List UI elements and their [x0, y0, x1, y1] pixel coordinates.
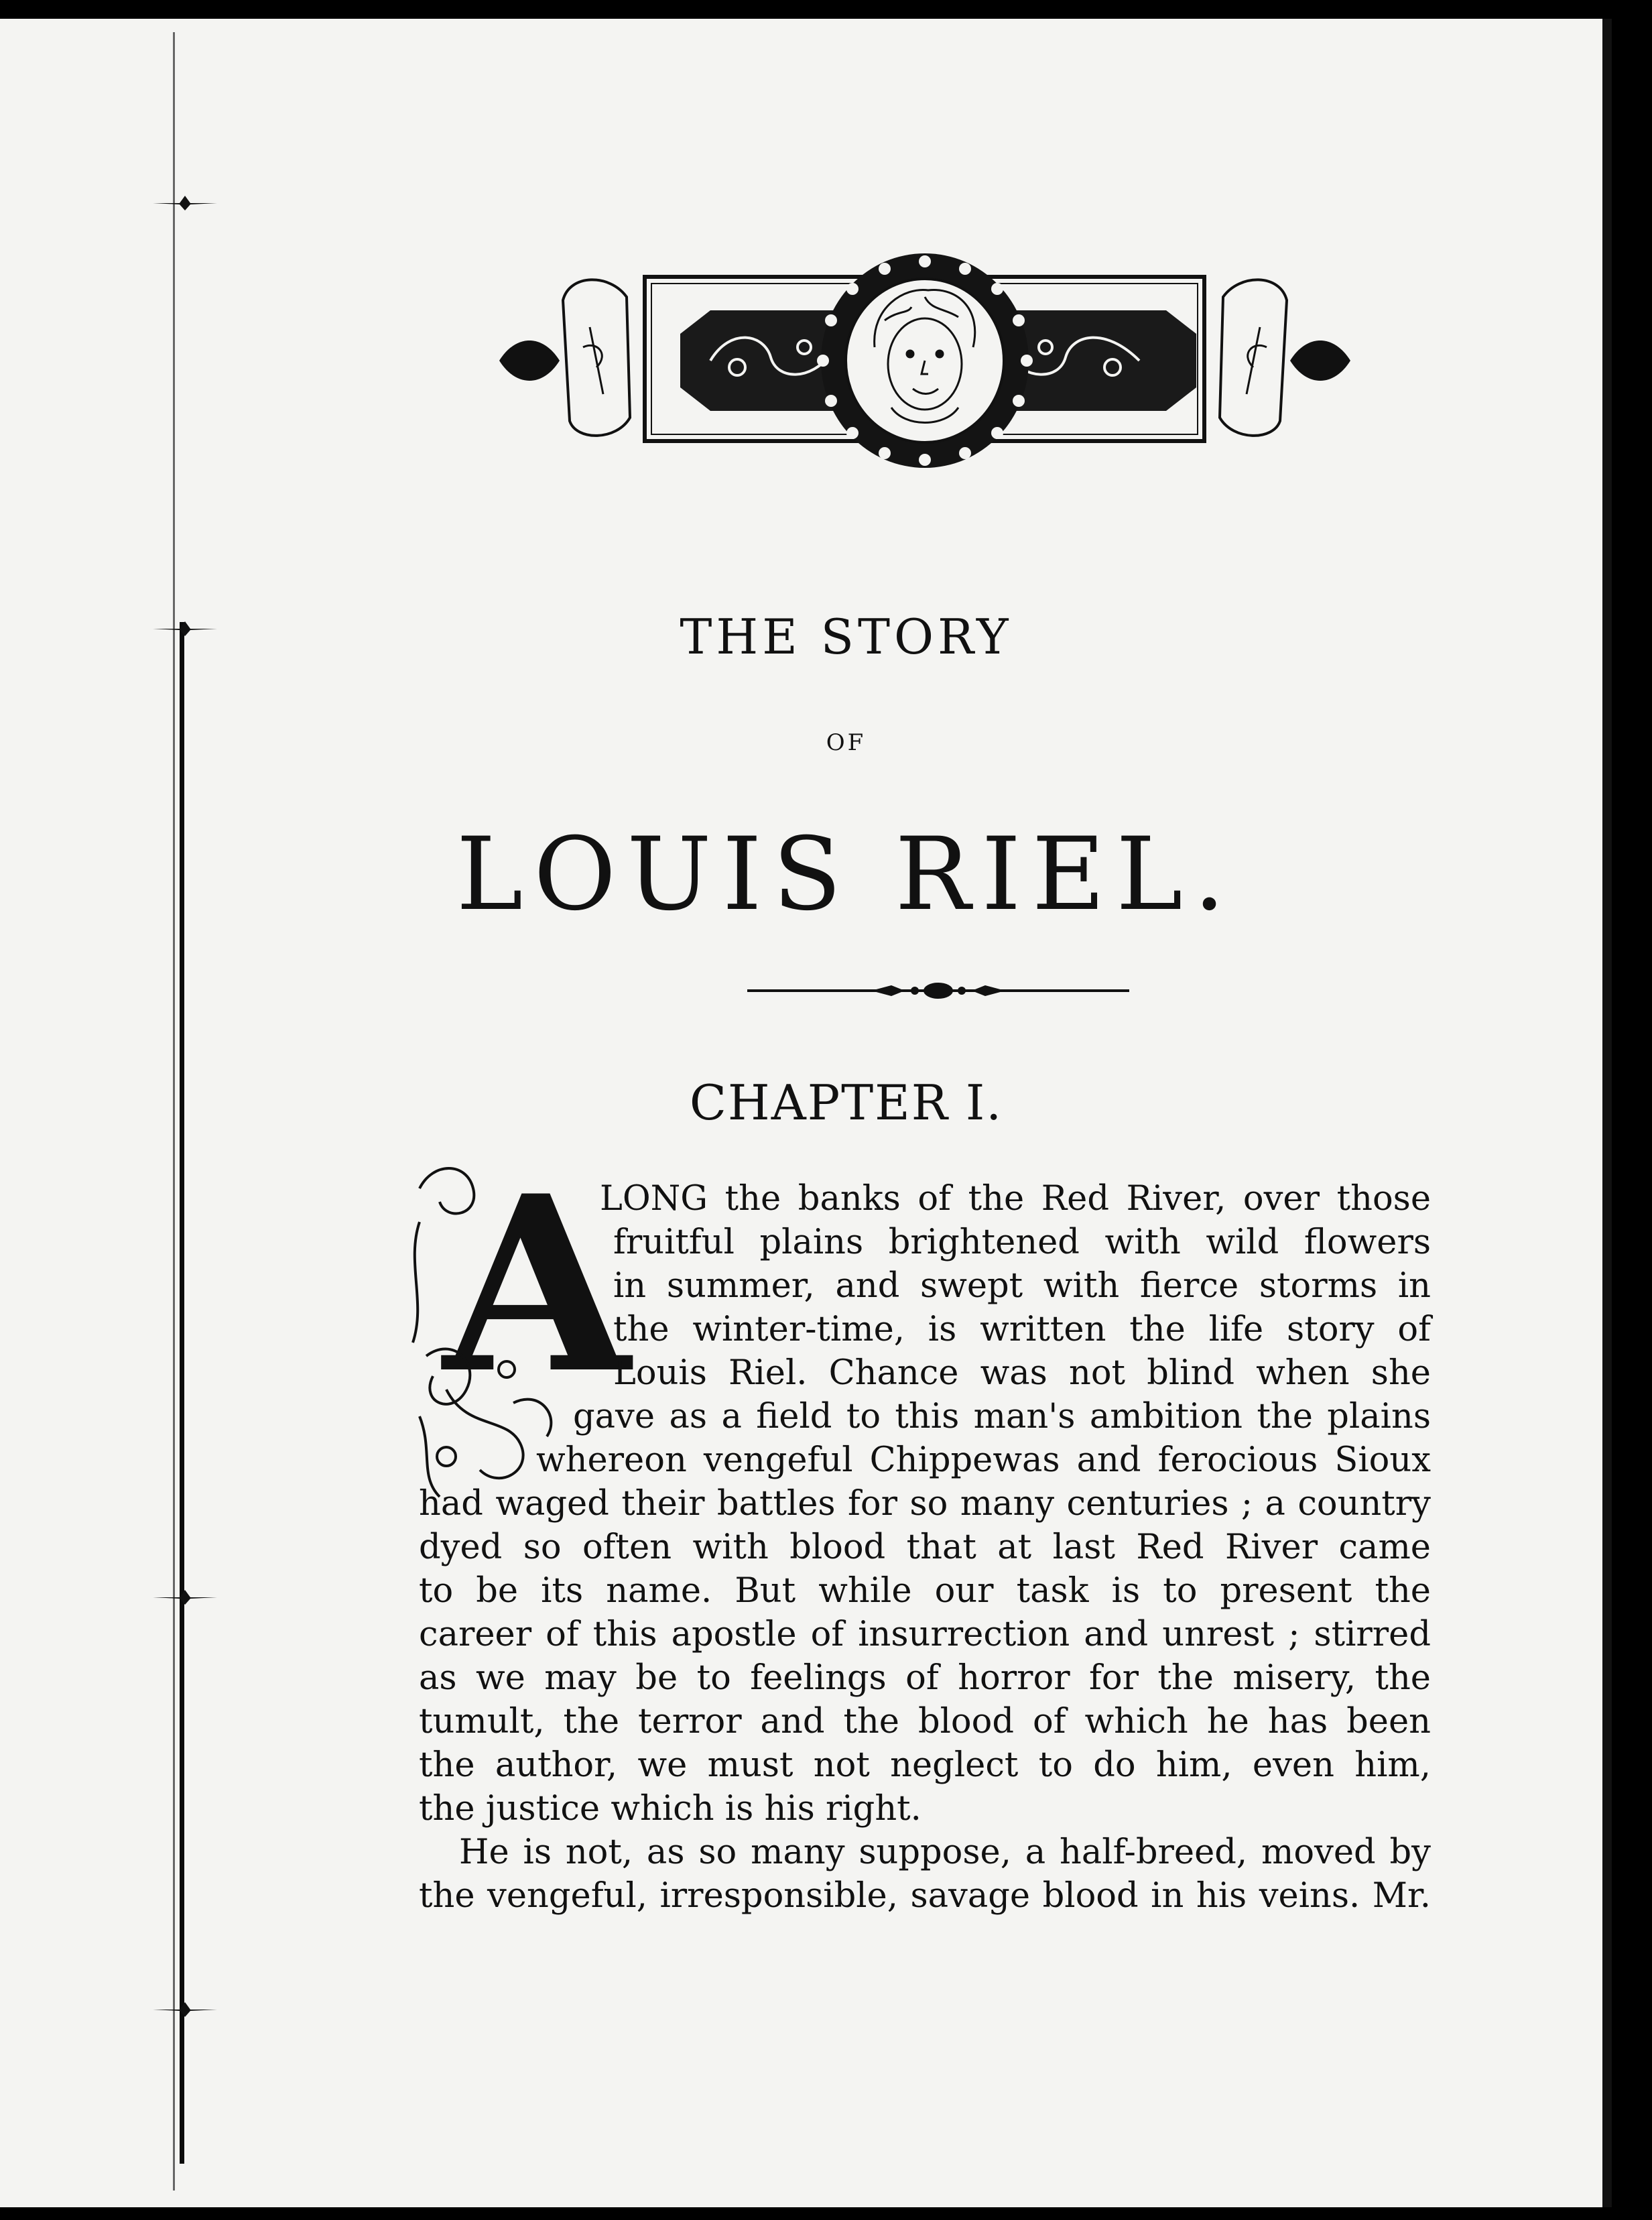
title-line-2: OF: [826, 729, 867, 756]
page-edge-shadow: [1602, 19, 1612, 2207]
text-line: to be its name. But while our task is to present the: [419, 1571, 1431, 1611]
book-page: [0, 19, 1612, 2207]
text-line: He is not, as so many suppose, a half-breed, moved by: [459, 1833, 1431, 1872]
text-line: the justice which is his right.: [419, 1789, 922, 1829]
text-line: in summer, and swept with fierce storms in: [613, 1266, 1431, 1306]
text-line: the vengeful, irresponsible, savage blood in his veins. Mr.: [419, 1876, 1431, 1916]
binding-stitch: [153, 1999, 217, 2020]
body-text: [419, 1177, 1431, 1918]
text-line: career of this apostle of insurrection and unrest ; stirred: [419, 1615, 1431, 1654]
text-line: whereon vengeful Chippewas and ferocious Sioux: [536, 1440, 1431, 1480]
text-line: dyed so often with blood that at last Red River came: [419, 1528, 1431, 1567]
text-line: had waged their battles for so many centuries ; a country: [419, 1484, 1431, 1524]
binding-stitch: [153, 193, 217, 213]
text-line: gave as a field to this man's ambition the plains: [573, 1397, 1431, 1436]
text-line: LONG the banks of the Red River, over those: [600, 1179, 1431, 1219]
title-line-1: THE STORY: [680, 609, 1013, 665]
book-title: LOUIS RIEL.: [456, 816, 1236, 933]
text-line: as we may be to feelings of horror for the misery, the: [419, 1658, 1431, 1698]
text-line: the winter-time, is written the life story of: [613, 1310, 1431, 1349]
ornamental-headpiece: [496, 247, 1354, 475]
drop-cap-letter: A: [443, 1143, 631, 1426]
decorative-rule: [747, 977, 1129, 1004]
chapter-heading: CHAPTER I.: [689, 1074, 1003, 1131]
text-line: Louis Riel. Chance was not blind when she: [613, 1353, 1431, 1393]
text-line: tumult, the terror and the blood of which he has been: [419, 1702, 1431, 1741]
binding-stitch: [153, 1587, 217, 1607]
text-line: fruitful plains brightened with wild flowers: [613, 1223, 1431, 1262]
text-line: the author, we must not neglect to do him, even him,: [419, 1745, 1431, 1785]
